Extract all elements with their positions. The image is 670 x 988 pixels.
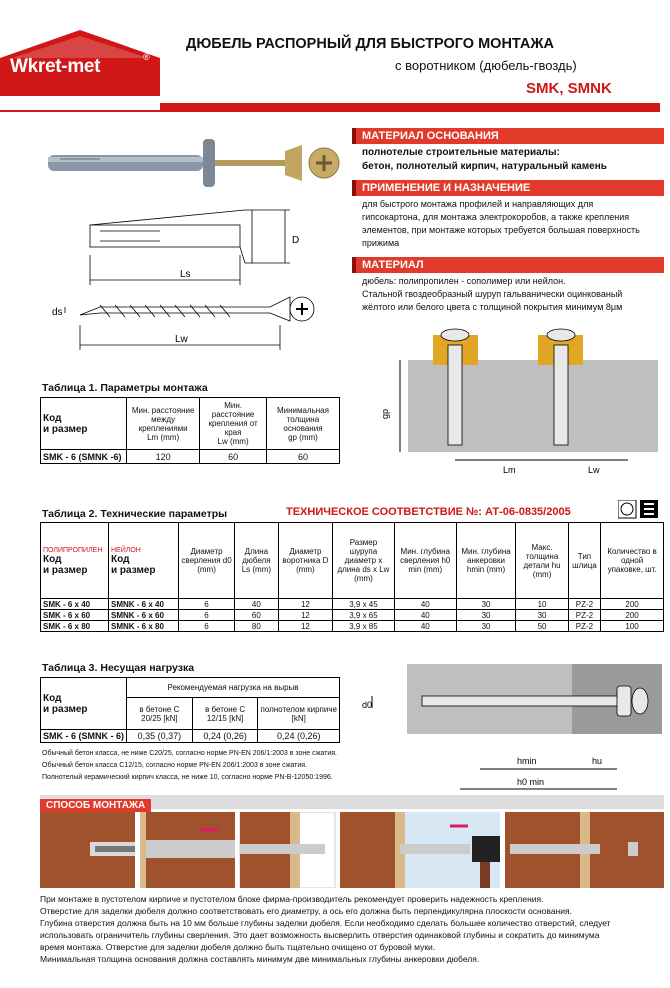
step-5-done: [505, 812, 664, 888]
step-2-insert: [140, 812, 235, 888]
install-text: Минимальная толщина основания должна составлять минимум две минимальных глубины анкеровки дюбеля.: [40, 954, 480, 964]
dim-h0min: h0 min: [517, 777, 545, 787]
material-line: жёлтого или белого цвета с толщиной покрытия минимум 8μм: [362, 302, 623, 312]
application-line: гипсокартона, для монтажа электрокоробов, а также крепления: [362, 212, 630, 222]
install-text: время монтажа. Отверстие для заделки дюбеля должно быть тщательно очищено от буровой муки.: [40, 942, 436, 952]
certification-icons: [618, 500, 660, 520]
header-rule: [160, 103, 660, 110]
install-heading-bar: [40, 795, 664, 809]
screw-drawing: [65, 297, 314, 350]
table1-caption: Таблица 1. Параметры монтажа: [42, 382, 208, 394]
step-1-drill: [40, 812, 135, 888]
table2: ПОЛИПРОПИЛЕН Код и размер НЕЙЛОН Код и размер Диаметр сверления d0 (mm) Длина дюбеля Ls (mm) Диаметр воротника D (mm) Размер шурупа диаметр х длина ds x Lw (mm) Мин. глубина сверления h0 min (mm) Мин. глубина анкеровки hmin (mm) Макс. толщина детали hu (mm) Тип шлица Количество в одной упаковке, шт. SMK - 6 x 40 SMNK - 6 x 40 6 40 12 3,9 x 45 40 30 10 PZ-2 200 SMK - 6 x 60 SMNK - 6 x 60 6 60 12 3,9 x 65 40 30 30 PZ-2 200 SMK - 6 x 80 SMNK - 6 x 80 6 80 12 3,9 x 85 40 30 50 PZ-2 100: [40, 522, 664, 632]
section-material-base-heading: МАТЕРИАЛ ОСНОВАНИЯ: [352, 128, 664, 144]
table3: Код и размер Рекомендуемая нагрузка на вырыв в бетоне C 20/25 [kN] в бетоне C 12/15 [kN] полнотелом кирпиче [kN] SMK - 6 (SMNK - 6) 0,35 (0,37) 0,24 (0,26) 0,24 (0,26): [40, 677, 340, 743]
load-diagram: [362, 664, 662, 802]
product-code: SMK, SMNK: [526, 80, 612, 97]
installation-diagram: [378, 325, 663, 485]
table-row: SMK - 6 x 80 SMNK - 6 x 80 6 80 12 3,9 x 85 40 30 50 PZ-2 100: [41, 621, 664, 632]
material-line: Стальной гвоздеобразный шуруп гальванически оцинкованый: [362, 289, 623, 299]
application-line: прижима: [362, 238, 400, 248]
page-title: ДЮБЕЛЬ РАСПОРНЫЙ ДЛЯ БЫСТРОГО МОНТАЖА: [186, 36, 554, 52]
table3-note: Полнотелый керамический кирпич класса, не ниже 10, согласно норме PN-B-12050:1996.: [42, 774, 333, 781]
dim-ds: ds: [52, 307, 63, 318]
install-text: использовать ограничитель глубины сверления. Это дает возможность высверлить отверстия одинаковой глубины и сократить до минимума: [40, 930, 600, 940]
dim-hmin: hmin: [517, 756, 537, 766]
dim-D: D: [292, 235, 300, 246]
dim-Lw: Lw: [175, 334, 188, 345]
table3-note: Обычный бетон класса, не ниже C20/25, согласно норме PN-EN 206/1:2003 в зоне сжатия.: [42, 750, 337, 757]
application-line: элементов, при монтаже которых требуется большая поверхность: [362, 225, 640, 235]
brand-subtitle: КРЕПЁЖНАЯ ТЕХНИКА: [6, 80, 143, 94]
table3-note: Обычный бетон класса C12/15, согласно норме PN-EN 206/1:2003 в зоне сжатия.: [42, 762, 308, 769]
install-text: При монтаже в пустотелом кирпиче и пустотелом блоке фирма-производитель рекомендует проверить надежность крепления.: [40, 894, 544, 904]
step-4-hammer: [340, 812, 500, 888]
table3-caption: Таблица 3. Несущая нагрузка: [42, 662, 195, 674]
table-row: SMK - 6 x 40 SMNK - 6 x 40 6 40 12 3,9 x 45 40 30 10 PZ-2 200: [41, 599, 664, 610]
dim-d0: d0: [362, 700, 373, 710]
dowel-illustration: [48, 139, 339, 187]
page-subtitle: с воротником (дюбель-гвоздь): [395, 58, 577, 73]
table2-caption: Таблица 2. Технические параметры: [42, 508, 228, 520]
dim-Lm: Lm: [503, 465, 516, 475]
dim-gp: gp: [380, 408, 390, 419]
dim-Ls: Ls: [180, 269, 191, 280]
install-text: Глубина отверстия должна быть на 10 мм больше глубины заделки дюбеля. Если необходимо сделать большее количество отверстий, следует: [40, 918, 611, 928]
tech-approval: ТЕХНИЧЕСКОЕ СООТВЕТСТВИЕ №: АТ-06-0835/2005: [286, 506, 571, 518]
section-application-heading: ПРИМЕНЕНИЕ И НАЗНАЧЕНИЕ: [352, 180, 664, 196]
material-line: дюбель: полипропилен - сополимер или нейлон.: [362, 276, 566, 286]
product-drawing: [40, 125, 350, 365]
registered-mark: ®: [143, 52, 150, 62]
dim-Lw2: Lw: [588, 465, 600, 475]
table1: Код и размер Мин. расстояние между креплениями Lm (mm) Мин. расстояние крепления от края Lw (mm) Минимальная толщина основания gp (mm) SMK - 6 (SMNK -6) 120 60 60: [40, 397, 340, 464]
dim-hu: hu: [592, 756, 603, 766]
section-material-heading: МАТЕРИАЛ: [352, 257, 664, 273]
material-base-line2: бетон, полнотелый кирпич, натуральный камень: [362, 161, 607, 172]
step-3-place: [240, 812, 335, 888]
application-line: для быстрого монтажа профилей и направляющих для: [362, 199, 594, 209]
install-heading: СПОСОБ МОНТАЖА: [40, 799, 151, 812]
install-steps: [40, 812, 664, 888]
header-rule-thin: [0, 110, 660, 112]
install-text: Отверстие для заделки дюбеля должно соответствовать его диаметру, а ось его должна быть перпендикулярна плоскости основания.: [40, 906, 572, 916]
brand-name: Wkret-met: [10, 56, 101, 77]
material-base-line1: полнотелые строительные материалы:: [362, 147, 560, 158]
table-row: SMK - 6 x 60 SMNK - 6 x 60 6 60 12 3,9 x 65 40 30 30 PZ-2 200: [41, 610, 664, 621]
